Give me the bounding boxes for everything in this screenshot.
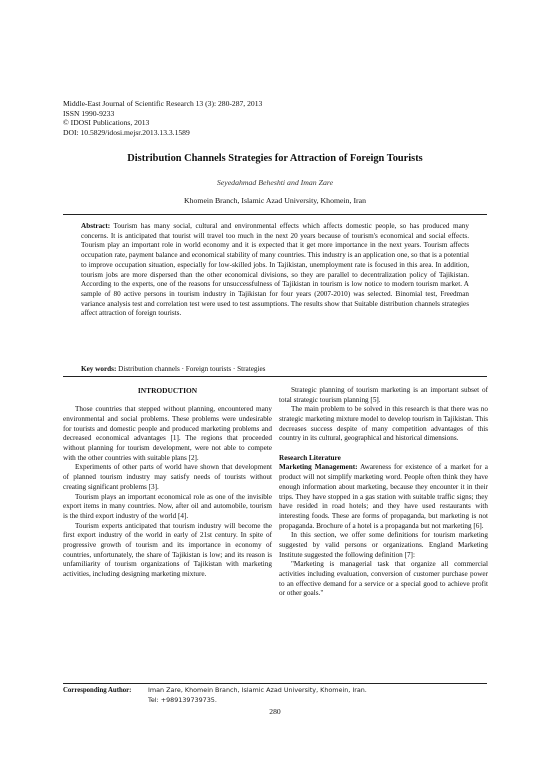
intro-paragraph: Tourism experts anticipated that tourism industry will become the first export industry of the world in early of 21st century. In spite of progressive growth of tourism and its importance in economy of countries, unfortunately, the share of Tajikistan is low; and its reason is unfamiliarity of tourism organizations of Tajikistan with marketing activities, including designing marketing mixture.	[63, 521, 272, 579]
keywords-bottom-rule	[63, 376, 487, 377]
marketing-management-label: Marketing Management:	[279, 463, 358, 472]
footer-rule	[63, 683, 487, 684]
paper-affiliation: Khomein Branch, Islamic Azad University, Khomein, Iran	[183, 196, 367, 205]
intro-paragraph: Those countries that stepped without planning, encountered many environmental and social problems. These problems were undesirable for tourists and domestic people and produced marketing problems and decreased economical advantages [1]. The regions that proceeded without planning for tourism development, were not able to compete with the other countries with suitable plans [2].	[63, 405, 272, 462]
journal-issn: ISSN 1990-9233	[63, 108, 115, 118]
body-paragraph: In this section, we offer some definitions for tourism marketing suggested by valid persons or organizations. England Marketing Institute suggested the following definition [7]:	[279, 531, 488, 559]
corresponding-author-details: Iman Zare, Khomein Branch, Islamic Azad University, Khomein, Iran.	[148, 686, 367, 694]
intro-paragraph: Tourism plays an important economical role as one of the invisible export items in many countries. Now, after oil and automobile, tourism is the third export industry of the world [4].	[63, 492, 272, 520]
introduction-heading: INTRODUCTION	[137, 386, 198, 395]
body-paragraph: "Marketing is managerial task that organize all commercial activities including evaluation, conversion of customer purchase power to an effective demand for a service or a special good to achieve profit or other goals."	[279, 560, 488, 598]
corresponding-author	[63, 686, 367, 705]
corresponding-author-label: Corresponding Author:	[63, 687, 132, 694]
journal-doi: DOI: 10.5829/idosi.mejsr.2013.13.3.1589	[63, 127, 190, 137]
research-literature-heading: Research Literature	[279, 453, 341, 462]
keywords	[81, 365, 469, 375]
paper-authors: Seyedahmad Beheshti and Iman Zare	[216, 178, 334, 187]
marketing-management-paragraph	[279, 463, 488, 531]
abstract-label: Abstract:	[81, 222, 111, 230]
abstract-top-rule	[63, 214, 487, 215]
page-number: 280	[269, 707, 281, 716]
body-paragraph: Strategic planning of tourism marketing is an important subset of total strategic tourism planning [5].	[279, 386, 488, 404]
body-paragraph: The main problem to be solved in this research is that there was no strategic marketing mixture model to develop tourism in Tajikistan. This decreases success despite of many competition advantages of this country in its cultural, geographical and historical dimensions.	[279, 405, 488, 443]
journal-copyright: © IDOSI Publications, 2013	[63, 118, 150, 128]
abstract	[81, 222, 469, 319]
paper-title: Distribution Channels Strategies for Attraction of Foreign Tourists	[127, 153, 423, 164]
intro-paragraph: Experiments of other parts of world have shown that development of planned tourism industry may satisfy needs of tourists without creating significant problems [3].	[63, 463, 272, 491]
abstract-text: Tourism has many social, cultural and environmental effects which affects domestic people, so has produced many concerns. It is anticipated that tourist will travel too much in the next 20 years because of tourism's economical and social effects. Tourism play an important role in world economy and it is expected that it get more importance in the next years. Tourism affects occupation rate, payment balance and economical stability of many countries. This industry is an application one, so that is a potential to improve occupation situation, especially for low-skilled jobs. In Tajikistan, unemployment rate is focused in this area. In addition, tourism jobs are more dispersed than the other economical divisions, so they are parallel to decentralization policy of Tajikistan. According to the experts, one of the reasons for unsuccessfulness of Tajikistan in tourism is low notice to modern tourism market. A sample of 80 active persons in tourism industry in Tajikistan for four years (2007-2010) was selected. Binomial test, Freedman variance analysis test and correlation test were used to test assumptions. The results show that Suitable distribution channels strategies affect attraction of foreign tourists.	[81, 222, 469, 318]
journal-header	[63, 99, 262, 137]
left-column	[63, 386, 272, 580]
right-column	[279, 386, 488, 599]
corresponding-author-tel: Tel: +989139739735.	[148, 695, 217, 704]
keywords-text: Distribution channels · Foreign tourists · Strategies	[118, 365, 266, 373]
keywords-label: Key words:	[81, 365, 117, 373]
marketing-management-text: Awareness for existence of a market for a product will not simplify marketing word. People often think they have enough information about marketing, because they encounter it in their trips. They have stopped in a gas station with suitable traffic signs; they have resided in road hotels; and they have used restaurants with interesting foods. These are forms of propaganda, but marketing is not propaganda. Brochure of a hotel is a propaganda but not marketing [6].	[279, 463, 489, 530]
journal-citation: Middle-East Journal of Scientific Research 13 (3): 280-287, 2013	[63, 99, 263, 108]
